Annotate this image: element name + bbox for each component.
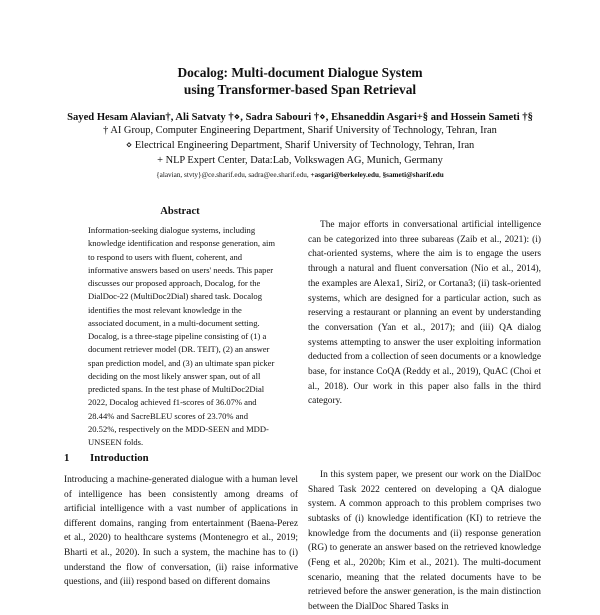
title-line-1: Docalog: Multi-document Dialogue System xyxy=(177,65,423,80)
email-sameti: §sameti@sharif.edu xyxy=(382,171,444,179)
section-number: 1 xyxy=(64,452,70,464)
author-emails xyxy=(0,171,600,180)
abstract-heading: Abstract xyxy=(160,206,200,217)
author-list: Sayed Hesam Alavian†, Ali Satvaty †⋄, Sadra Sabouri †⋄, Ehsaneddin Asgari+§ and Hossein Sameti †§ xyxy=(67,112,533,123)
affiliation-2: ⋄ Electrical Engineering Department, Sharif University of Technology, Tehran, Iran xyxy=(125,140,475,151)
affiliation-1: † AI Group, Computer Engineering Department, Sharif University of Technology, Tehran, Iran xyxy=(103,125,497,136)
abstract-body: Information-seeking dialogue systems, including knowledge identification and response generation, aim to respond to users with fluent, coherent, and informative answers based on users' needs. This paper discusses our proposed approach, Docalog, for the DialDoc-22 (MultiDoc2Dial) shared task. Docalog identifies the most relevant knowledge in the associated document, in a multi-document setting. Docalog, is a three-stage pipeline consisting of (1) a document retriever model (DR. TEIT), (2) an answer span prediction model, and (3) an ultimate span picker deciding on the most likely answer span, out of all predicted spans. In the test phase of MultiDoc2Dial 2022, Docalog achieved f1-scores of 36.07% and 28.44% and SacreBLEU scores of 23.70% and 20.52%, respectively on the MDD-SEEN and MDD-UNSEEN folds. xyxy=(88,225,276,447)
section-heading-introduction xyxy=(64,452,149,464)
right-column-paragraph-1: The major efforts in conversational artificial intelligence can be categorized into three subareas (Zaib et al., 2021): (i) chat-oriented systems, where the aim is to engage the users through a natural and fluent conversation (Nio et al., 2014), the examples are Alexa1, Siri2, or Cortana3; (ii) task-oriented systems, which are designed for a particular action, such as reserving a restaurant or planning an event by understanding the conversation (Yan et al., 2017); and (iii) QA dialog systems attempting to answer the user exploiting information deducted from a collection of seen documents or a knowledge base, for instance CoQA (Reddy et al., 2019), QuAC (Choi et al., 2018). Our work in this paper also falls in the third category. xyxy=(308,220,541,407)
right-column-paragraph-2: In this system paper, we present our work on the DialDoc Shared Task 2022 centered on developing a QA dialogue system. A common approach to this problem comprises two subtasks of (i) knowledge identification (KI) to retrieve the knowledge from the documents and (ii) response generation (RG) to generate an answer based on the retrieved knowledge (Feng et al., 2020b; Kim et al., 2021). The multi-document scenario, meaning that the related documents have to be retrieved before the answer generation, is the main distinction between the DialDoc Shared Tasks in xyxy=(308,470,541,612)
introduction-text: Introducing a machine-generated dialogue with a human level of intelligence has been consistently among dreams of artificial intelligence with a vast number of applications in different domains, ranging from entertainment (Baena-Perez et al., 2020) to healthcare systems (Montenegro et al., 2019; Bharti et al., 2020). In such a system, the machine has to (i) understand the flow of conversation, (ii) raise informative questions, and (iii) respond based on different domains xyxy=(64,475,298,588)
email-asgari: +asgari@berkeley.edu xyxy=(310,171,379,179)
title-line-2: using Transformer-based Span Retrieval xyxy=(183,82,417,97)
paper-title xyxy=(0,64,600,98)
email-separator: , xyxy=(378,171,383,179)
affiliation-3: + NLP Expert Center, Data:Lab, Volkswagen AG, Munich, Germany xyxy=(157,155,443,166)
email-plain: {alavian, stvty}@ce.sharif.edu, sadra@ee.sharif.edu, xyxy=(156,171,311,179)
section-title: Introduction xyxy=(90,452,149,464)
